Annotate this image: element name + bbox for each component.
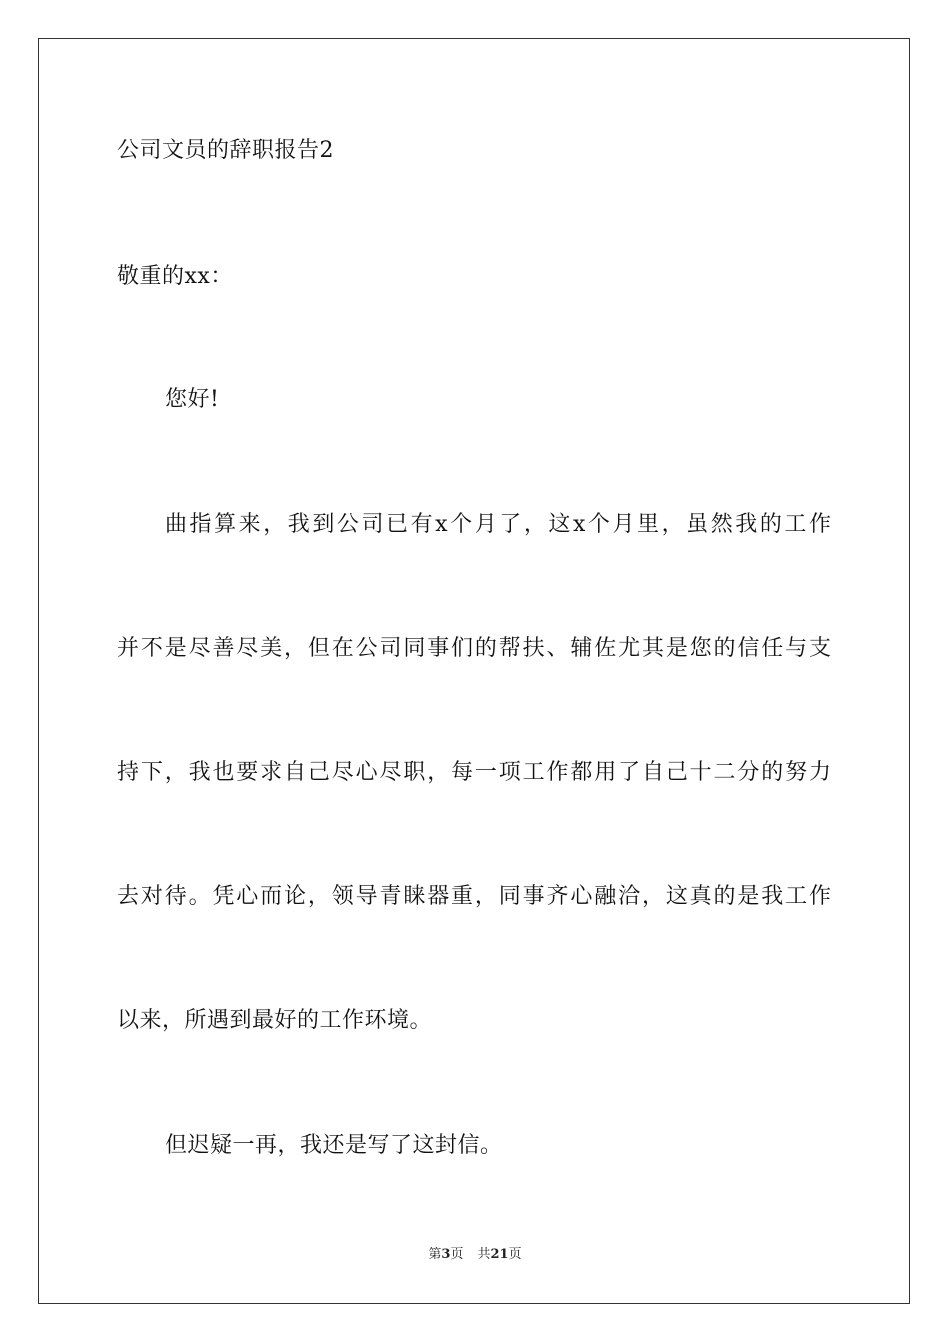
total-suffix: 页 <box>508 1247 522 1262</box>
paragraph-line: 去对待。凭心而论，领导青睐器重，同事齐心融洽，这真的是我工作 <box>117 884 831 909</box>
paragraph-line: 曲指算来，我到公司已有x个月了，这x个月里，虽然我的工作 <box>165 512 831 537</box>
page-prefix: 第 <box>428 1247 442 1262</box>
paragraph-line: 并不是尽善尽美，但在公司同事们的帮扶、辅佐尤其是您的信任与支 <box>117 636 831 661</box>
page-number: 3 <box>441 1247 451 1262</box>
page-suffix: 页 <box>450 1247 464 1262</box>
page-frame <box>38 38 910 1304</box>
paragraph-2: 但迟疑一再，我还是写了这封信。 <box>165 1133 503 1158</box>
total-pages: 21 <box>490 1247 509 1262</box>
total-prefix: 共 <box>477 1247 491 1262</box>
greeting: 您好! <box>165 387 220 412</box>
salutation: 敬重的xx： <box>117 264 233 289</box>
paragraph-line: 以来，所遇到最好的工作环境。 <box>117 1008 433 1033</box>
document-title: 公司文员的辞职报告2 <box>117 138 334 163</box>
page-footer <box>0 1246 950 1264</box>
paragraph-line: 持下，我也要求自己尽心尽职，每一项工作都用了自己十二分的努力 <box>117 760 831 785</box>
